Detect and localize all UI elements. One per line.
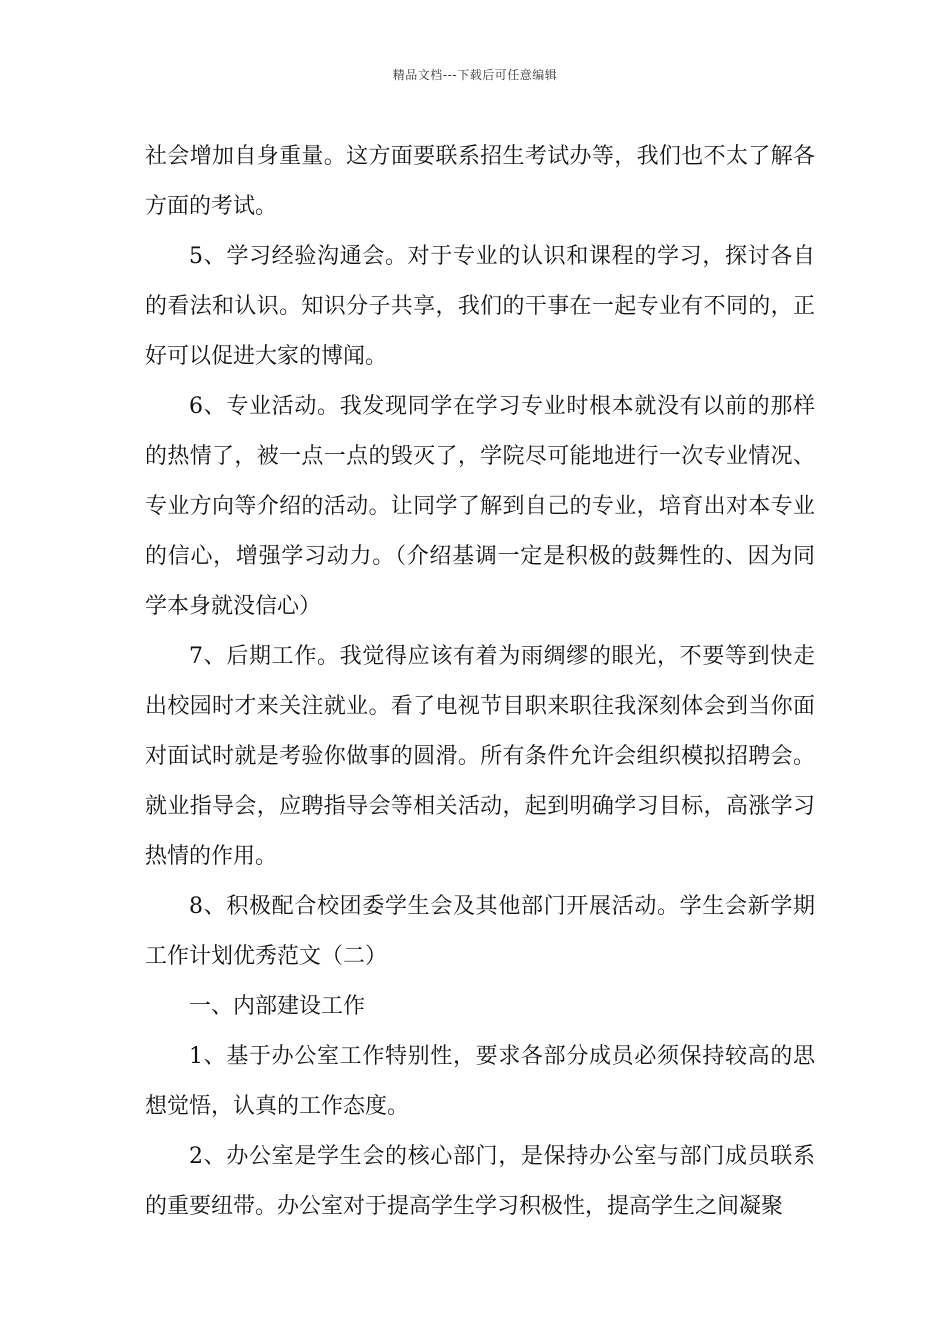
paragraph-6: 1、基于办公室工作特别性，要求各部分成员必须保持较高的思想觉悟，认真的工作态度。 <box>145 1044 815 1119</box>
page-header: 精品文档---下载后可任意编辑 <box>392 68 558 82</box>
paragraph-1: 社会增加自身重量。这方面要联系招生考试办等，我们也不太了解各方面的考试。 <box>145 144 815 219</box>
section-heading: 一、内部建设工作 <box>189 994 366 1019</box>
paragraph-5: 8、积极配合校团委学生会及其他部门开展活动。学生会新学期工作计划优秀范文（二） <box>145 894 815 969</box>
paragraph-4: 7、后期工作。我觉得应该有着为雨绸缪的眼光，不要等到快走出校园时才来关注就业。看了电视节目职来职往我深刻体会到当你面对面试时就是考验你做事的圆滑。所有条件允许会组织模拟招聘会。就业指导会，应聘指导会等相关活动，起到明确学习目标，高涨学习热情的作用。 <box>145 644 815 869</box>
paragraph-7: 2、办公室是学生会的核心部门，是保持办公室与部门成员联系的重要纽带。办公室对于提高学生学习积极性，提高学生之间凝聚 <box>145 1144 815 1219</box>
document-body <box>145 132 815 1232</box>
paragraph-2: 5、学习经验沟通会。对于专业的认识和课程的学习，探讨各自的看法和认识。知识分子共享，我们的干事在一起专业有不同的，正好可以促进大家的博闻。 <box>145 244 815 369</box>
paragraph-3: 6、专业活动。我发现同学在学习专业时根本就没有以前的那样的热情了，被一点一点的毁灭了，学院尽可能地进行一次专业情况、专业方向等介绍的活动。让同学了解到自己的专业，培育出对本专业的信心，增强学习动力。（介绍基调一定是积极的鼓舞性的、因为同学本身就没信心） <box>145 394 815 619</box>
